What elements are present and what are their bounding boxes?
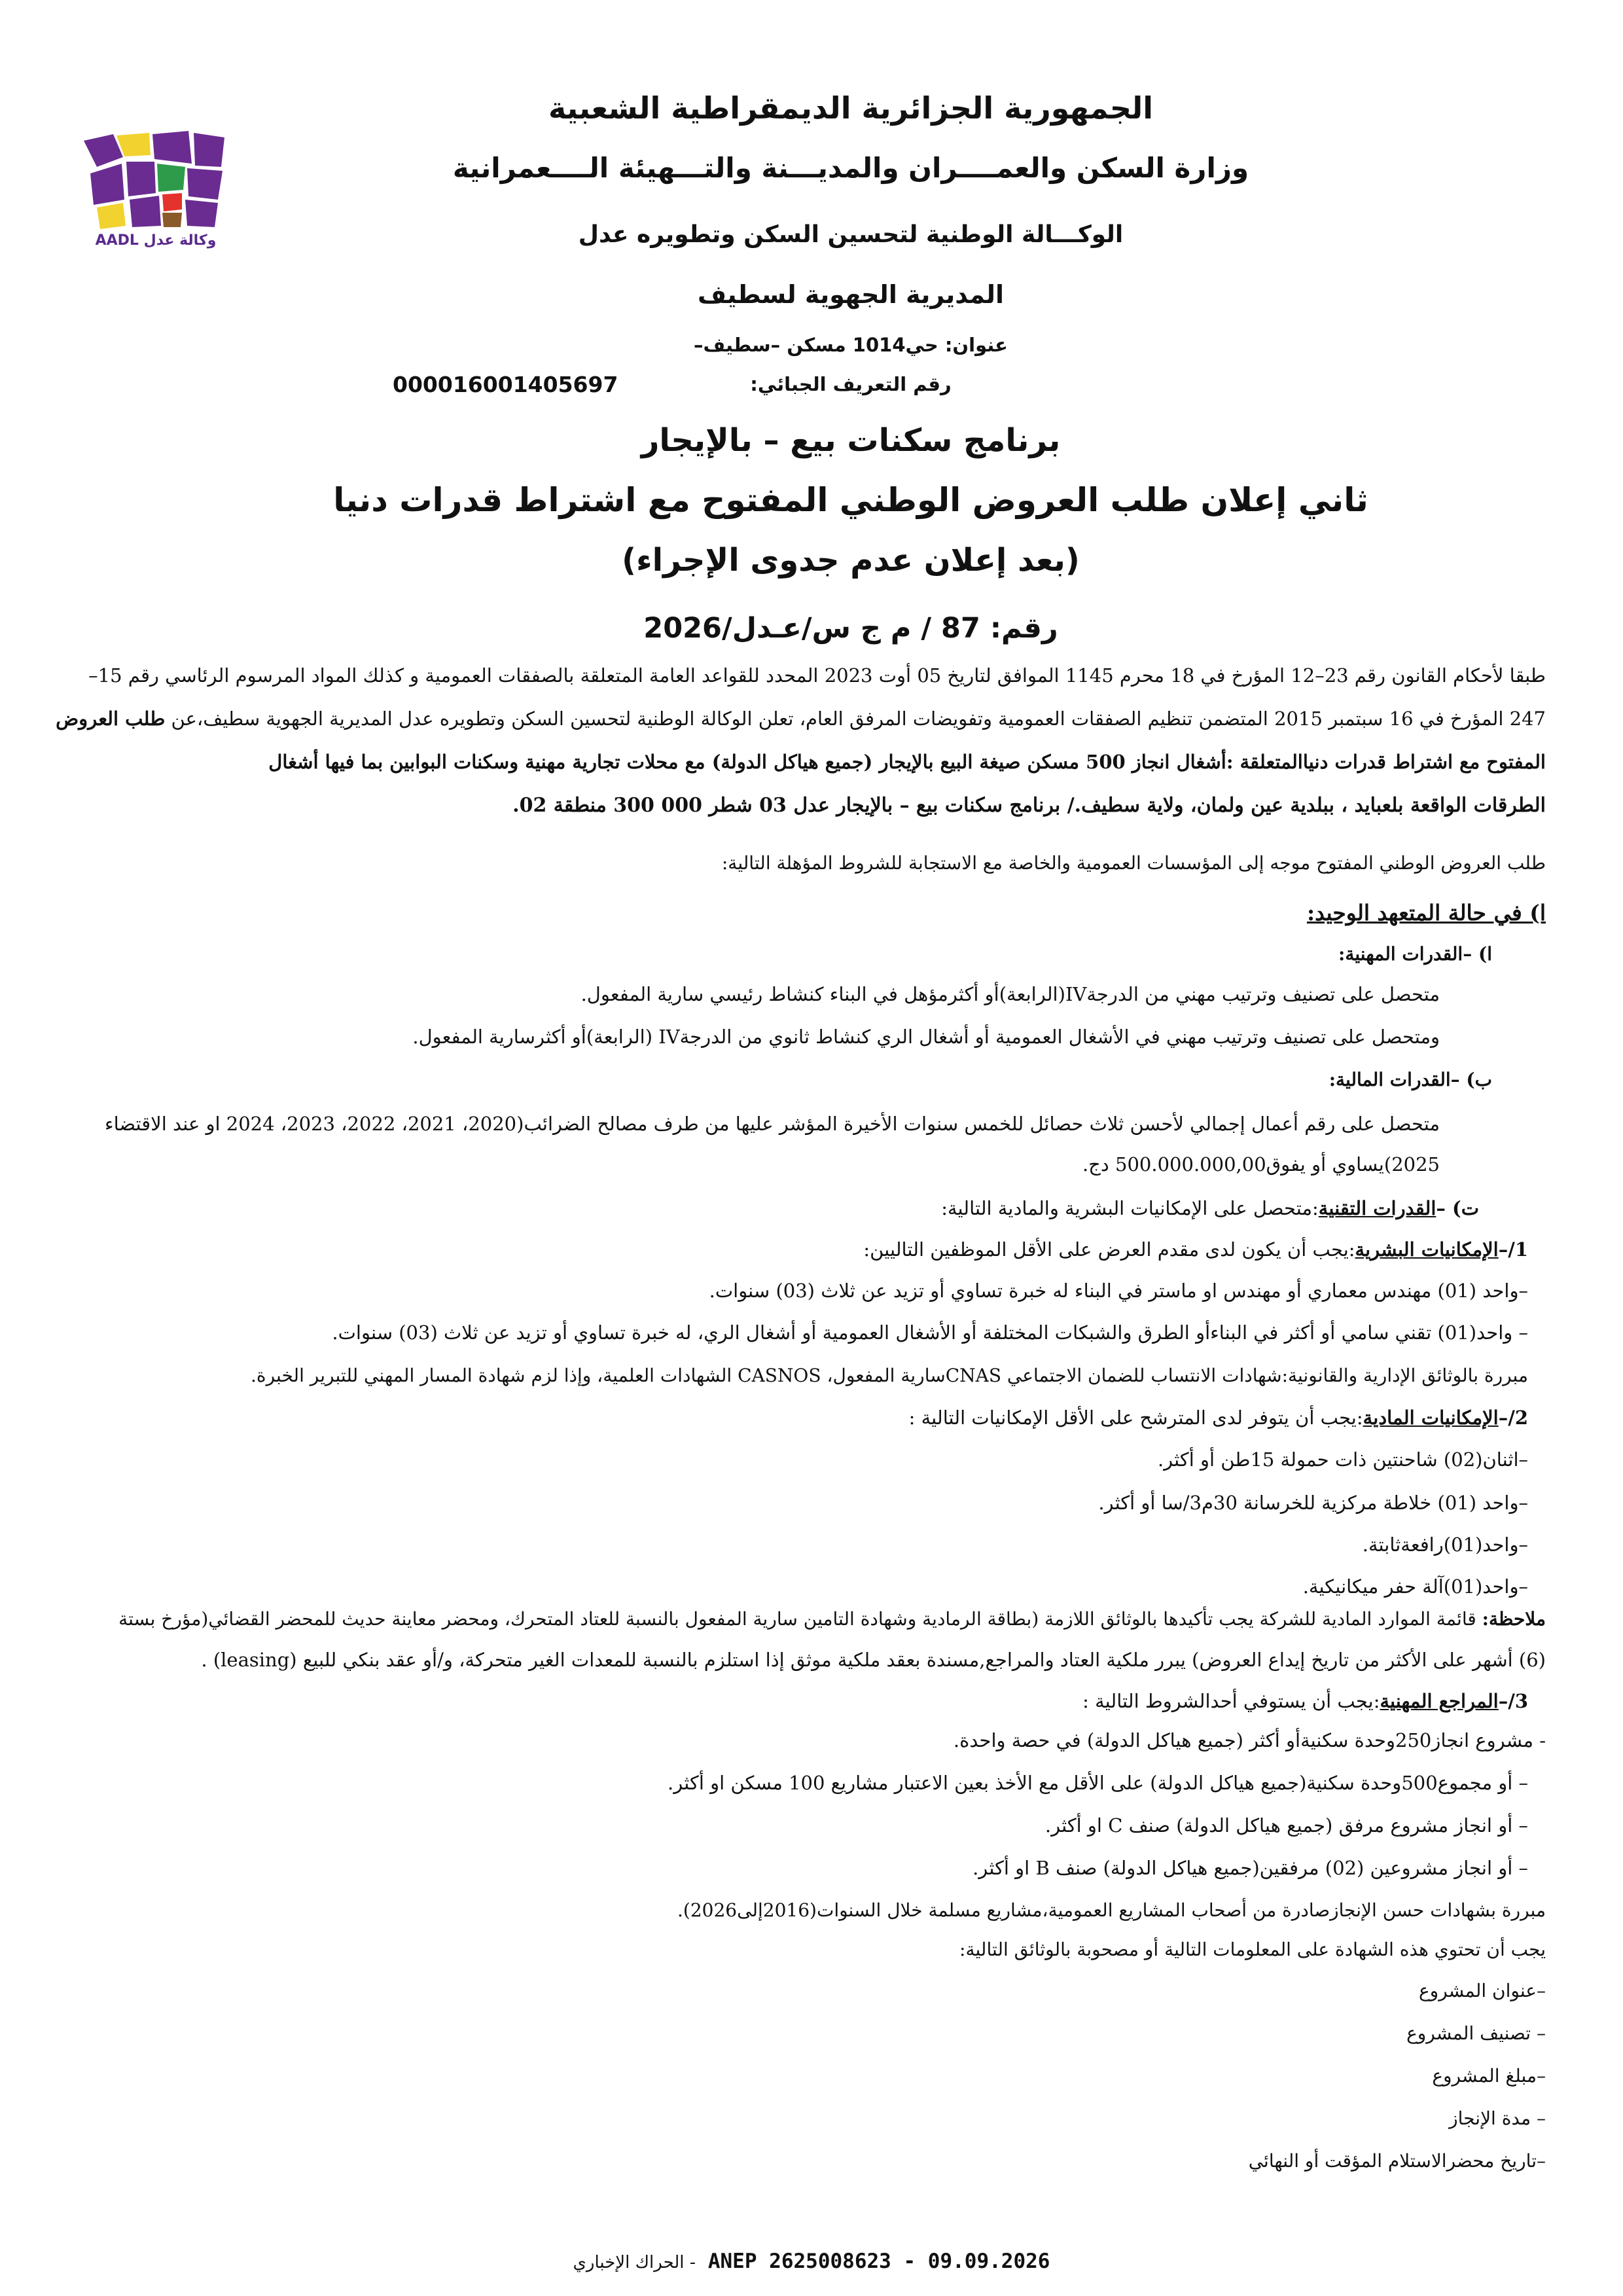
tax-id-number: 000016001405697: [393, 372, 618, 397]
logo-block: [90, 164, 124, 205]
remark-label: ملاحظة:: [1482, 1608, 1546, 1630]
footer: [0, 2250, 1623, 2273]
aadl-logo: [77, 115, 234, 252]
refs-line-1: - مشروع انجاز250وحدة سكنيةأو أكثر (جميع هياكل الدولة) في حصة واحدة.: [953, 1729, 1546, 1751]
material-prefix: 2/–: [1498, 1407, 1528, 1429]
announcement-title: ثاني إعلان طلب العروض الوطني المفتوح مع اشتراط قدرات دنيا: [333, 481, 1368, 519]
logo-block: [126, 162, 156, 196]
material-heading-underlined: الإمكانيات المادية: [1363, 1407, 1499, 1429]
republic-title: الجمهورية الجزائرية الديمقراطية الشعبية: [548, 90, 1154, 126]
tech-heading-tail: :متحصل على الإمكانيات البشرية والمادية التالية:: [941, 1197, 1319, 1219]
fin-heading: ب) –القدرات المالية:: [1329, 1069, 1492, 1090]
prof-line-1: متحصل على تصنيف وترتيب مهني من الدرجةIV(الرابعة)أو أكثرمؤهل في البناء كنشاط رئيسي سارية المفعول.: [580, 983, 1440, 1005]
tax-id-label: رقم التعريف الجبائي:: [750, 373, 952, 395]
refs-item-2: – تصنيف المشروع: [1406, 2022, 1546, 2044]
material-line-3: –واحد(01)رافعةثابتة.: [1362, 1534, 1528, 1556]
intro-line-2: [56, 708, 1546, 730]
fin-line-2: 2025)يساوي أو يفوق500.000.000,00 دج.: [1082, 1153, 1440, 1175]
logo-block: [157, 164, 185, 192]
intro-line-4: الطرقات الواقعة بلعبايد ، ببلدية عين ولمان، ولاية سطيف./ برنامج سكنات بيع – بالإيجار عدل 03 شطر 000 300 منطقة 02.: [512, 794, 1546, 817]
refs-item-1: –عنوان المشروع: [1418, 1980, 1546, 2001]
refs-item-3: –مبلغ المشروع: [1432, 2065, 1546, 2087]
refs-heading-underlined: المراجع المهنية: [1380, 1690, 1499, 1712]
human-prefix: 1/–: [1498, 1238, 1528, 1261]
logo-block: [130, 196, 161, 227]
intro-line-1: طبقا لأحكام القانون رقم 23–12 المؤرخ في 18 محرم 1145 الموافق لتاريخ 05 أوت 2023 المحدد للقواعد العامة المتعلقة بالصفقات العمومية و كذلك المواد المرسوم الرئاسي رقم 15–: [88, 664, 1546, 687]
refs-line-3: – أو انجاز مشروع مرفق (جميع هياكل الدولة) صنف C او أكثر.: [1044, 1814, 1528, 1837]
material-heading: [79, 1408, 1528, 1427]
logo-block: [194, 133, 224, 167]
directorate-title: المديرية الجهوية لسطيف: [697, 280, 1005, 309]
fin-line-1: متحصل على رقم أعمال إجمالي لأحسن ثلاث حصائل للخمس سنوات الأخيرة المؤشر عليها من طرف مصالح الضرائب(2020، 2021، 2022، 2023، 2024 او عند الاقتضاء: [104, 1113, 1440, 1135]
ministry-title: وزارة السكن والعمــــران والمديـــنة والتـــهيئة الــــعمرانية: [452, 152, 1249, 184]
material-line-1: –اثنان(02) شاحنتين ذات حمولة 15طن أو أكثر.: [1157, 1448, 1528, 1471]
audience-line: طلب العروض الوطني المفتوح موجه إلى المؤسسات العمومية والخاصة مع الاستجابة للشروط المؤهلة التالية:: [721, 852, 1546, 874]
refs-line-4: – أو انجاز مشروعين (02) مرفقين(جميع هياكل الدولة) صنف B او أكثر.: [972, 1857, 1528, 1879]
footer-newspaper: الحراك الإخباري -: [573, 2253, 696, 2272]
refs-line-6: يجب أن تحتوي هذه الشهادة على المعلومات التالية أو مصحوبة بالوثائق التالية:: [959, 1939, 1546, 1960]
human-line-1: –واحد (01) مهندس معماري أو مهندس او ماستر في البناء له خبرة تساوي أو تزيد عن ثلاث (03) سنوات.: [709, 1280, 1528, 1302]
material-line-2: –واحد (01) خلاطة مركزية للخرسانة 30م3/سا أو أكثر.: [1098, 1492, 1528, 1514]
refs-item-5: –تاريخ محضرالاستلام المؤقت أو النهائي: [1248, 2150, 1546, 2172]
logo-caption: وكالة عدل AADL: [95, 232, 217, 249]
program-title: برنامج سكنات بيع – بالإيجار: [641, 422, 1061, 459]
logo-block: [116, 133, 151, 156]
section-single-bidder: [77, 902, 1546, 924]
refs-prefix: 3/–: [1498, 1690, 1528, 1712]
logo-block: [162, 213, 182, 227]
human-line-2: – واحد(01) تقني سامي أو أكثر في البناءأو الطرق والشبكات المختلفة أو الأشغال العمومية أو أشغال الري، له خبرة تساوي أو تزيد عن ثلاث (03) سنوات.: [332, 1321, 1528, 1344]
logo-block: [97, 203, 126, 229]
logo-block: [187, 168, 223, 200]
intro-line-2-text: 247 المؤرخ في 16 سبتمبر 2015 المتضمن تنظيم الصفقات العمومية وتفويضات المرفق العام، تعلن الوكالة الوطنية لتحسين السكن وتطويره عدل المديرية الجهوية سطيف،عن: [171, 708, 1546, 730]
refs-heading-tail: :يجب أن يستوفي أحدالشروط التالية :: [1082, 1690, 1380, 1712]
human-heading-tail: :يجب أن يكون لدى مقدم العرض على الأقل الموظفين التاليين:: [863, 1238, 1355, 1261]
logo-block: [84, 134, 123, 167]
footer-anep-code: ANEP 2625008623 - 09.09.2026: [707, 2250, 1050, 2273]
announcement-note: (بعد إعلان عدم جدوى الإجراء): [622, 542, 1080, 579]
human-line-3: مبررة بالوثائق الإدارية والقانونية:شهادات الانتساب للضمان الاجتماعي CNASسارية المفعول، CASNOS الشهادات العلمية، وإذا لزم شهادة المسار المهني للتبرير الخبرة.: [251, 1365, 1528, 1386]
reference-number: رقم: 87 / م ج س/عـدل/2026: [643, 612, 1058, 645]
logo-block: [185, 200, 218, 227]
tech-prefix: ت) –: [1436, 1197, 1479, 1219]
refs-heading: [79, 1692, 1528, 1711]
prof-heading: ا) –القدرات المهنية:: [1338, 943, 1492, 965]
tech-heading: [79, 1199, 1479, 1218]
human-heading-underlined: الإمكانيات البشرية: [1355, 1238, 1499, 1261]
human-heading: [79, 1240, 1528, 1259]
refs-line-5: مبررة بشهادات حسن الإنجازصادرة من أصحاب المشاريع العمومية،مشاريع مسلمة خلال السنوات(2016إلى2026).: [677, 1899, 1546, 1921]
tech-heading-underlined: القدرات التقنية: [1318, 1197, 1436, 1219]
material-heading-tail: :يجب أن يتوفر لدى المترشح على الأقل الإمكانيات التالية :: [908, 1407, 1363, 1429]
intro-line-3: المفتوح مع اشتراط قدرات دنياالمتعلقة :أشغال انجاز 500 مسكن صيغة البيع بالإيجار (جميع هياكل الدولة) مع محلات تجارية مهنية وسكنات البوابين بما فيها أشغال: [268, 751, 1546, 773]
remark-line-1: [77, 1610, 1546, 1628]
prof-line-2: ومتحصل على تصنيف وترتيب مهني في الأشغال العمومية أو أشغال الري كنشاط ثانوي من الدرجةIV (الرابعة)أو أكثرسارية المفعول.: [412, 1026, 1440, 1048]
refs-line-2: – أو مجموع500وحدة سكنية(جميع هياكل الدولة) على الأقل مع الأخذ بعين الاعتبار مشاريع 100 مسكن او أكثر.: [668, 1772, 1528, 1794]
logo-block: [152, 131, 192, 164]
material-line-4: –واحد(01)آلة حفر ميكانيكية.: [1302, 1575, 1528, 1598]
address-line: عنوان: حي1014 مسكن –سطيف–: [694, 334, 1008, 356]
logo-block: [162, 193, 182, 211]
intro-bold-tail: طلب العروض: [56, 708, 166, 730]
remark-text-1: قائمة الموارد المادية للشركة يجب تأكيدها بالوثائق اللازمة (بطاقة الرمادية وشهادة التامين سارية المفعول بالنسبة للعتاد المتحرك، ومحضر معاينة حديث للمحضر القضائي(مؤرخ بستة: [118, 1608, 1482, 1630]
agency-title: الوكـــالة الوطنية لتحسين السكن وتطويره عدل: [578, 221, 1124, 248]
section-single-bidder-text: ا) في حالة المتعهد الوحيد:: [1306, 900, 1546, 925]
refs-item-4: – مدة الإنجاز: [1449, 2108, 1546, 2129]
remark-line-2: (6) أشهر على الأكثر من تاريخ إيداع العروض) يبرر ملكية العتاد والمراجع,مسندة بعقد ملكية موثق إذا استلزم بالنسبة للمعدات الغير متحركة، و/أو عقد بنكي للبيع (leasing) .: [201, 1649, 1546, 1671]
